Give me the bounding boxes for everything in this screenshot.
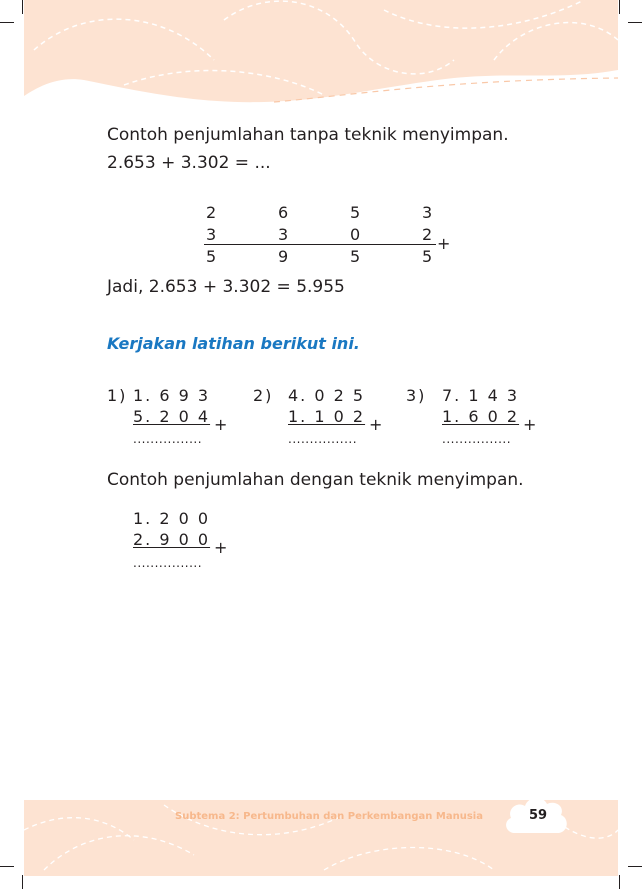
plus-sign: + <box>523 415 537 434</box>
footer-subtheme: Subtema 2: Pertumbuhan dan Perkembangan Manusia <box>175 811 483 822</box>
crop-mark <box>619 0 620 14</box>
exercise-bottom-number: 1. 1 0 2 <box>288 407 366 426</box>
conclusion: Jadi, 2.653 + 3.302 = 5.955 <box>107 277 345 297</box>
sum-digit: 9 <box>278 247 289 266</box>
crop-mark <box>628 22 642 23</box>
plus-sign: + <box>214 538 228 557</box>
exercise-bottom-number: 5. 2 0 4 <box>133 407 211 426</box>
crop-mark <box>22 875 23 889</box>
exercise-label: 1) <box>107 386 128 405</box>
carry-bottom-number: 2. 9 0 0 <box>133 530 211 549</box>
sum-digit: 3 <box>422 203 433 222</box>
answer-blank[interactable]: ................ <box>442 432 512 446</box>
answer-blank[interactable]: ................ <box>133 556 203 570</box>
crop-mark <box>22 0 23 14</box>
carry-sentence: Contoh penjumlahan dengan teknik menyimpan. <box>107 470 524 490</box>
carry-top-number: 1. 2 0 0 <box>133 509 211 528</box>
sum-digit: 2 <box>206 203 217 222</box>
answer-blank[interactable]: ................ <box>288 432 358 446</box>
sum-digit: 5 <box>206 247 217 266</box>
intro-equation: 2.653 + 3.302 = ... <box>107 153 271 173</box>
exercise-bottom-number: 1. 6 0 2 <box>442 407 520 426</box>
page-number: 59 <box>529 808 548 823</box>
exercise-heading: Kerjakan latihan berikut ini. <box>107 334 360 353</box>
sum-digit: 5 <box>422 247 433 266</box>
crop-mark <box>619 875 620 889</box>
sum-digit: 3 <box>278 225 289 244</box>
sum-digit: 6 <box>278 203 289 222</box>
exercise-top-number: 4. 0 2 5 <box>288 386 366 405</box>
header-banner <box>24 0 618 112</box>
sum-digit: 3 <box>206 225 217 244</box>
sum-digit: 2 <box>422 225 433 244</box>
intro-sentence: Contoh penjumlahan tanpa teknik menyimpan. <box>107 125 509 145</box>
crop-mark <box>628 866 642 867</box>
plus-sign: + <box>369 415 383 434</box>
answer-blank[interactable]: ................ <box>133 432 203 446</box>
plus-sign: + <box>214 415 228 434</box>
plus-sign: + <box>437 234 451 253</box>
sum-line <box>204 244 436 245</box>
exercise-top-number: 1. 6 9 3 <box>133 386 211 405</box>
crop-mark <box>0 866 14 867</box>
crop-mark <box>0 22 14 23</box>
exercise-top-number: 7. 1 4 3 <box>442 386 520 405</box>
sum-digit: 0 <box>350 225 361 244</box>
sum-digit: 5 <box>350 203 361 222</box>
exercise-label: 3) <box>406 386 427 405</box>
exercise-label: 2) <box>253 386 274 405</box>
sum-digit: 5 <box>350 247 361 266</box>
